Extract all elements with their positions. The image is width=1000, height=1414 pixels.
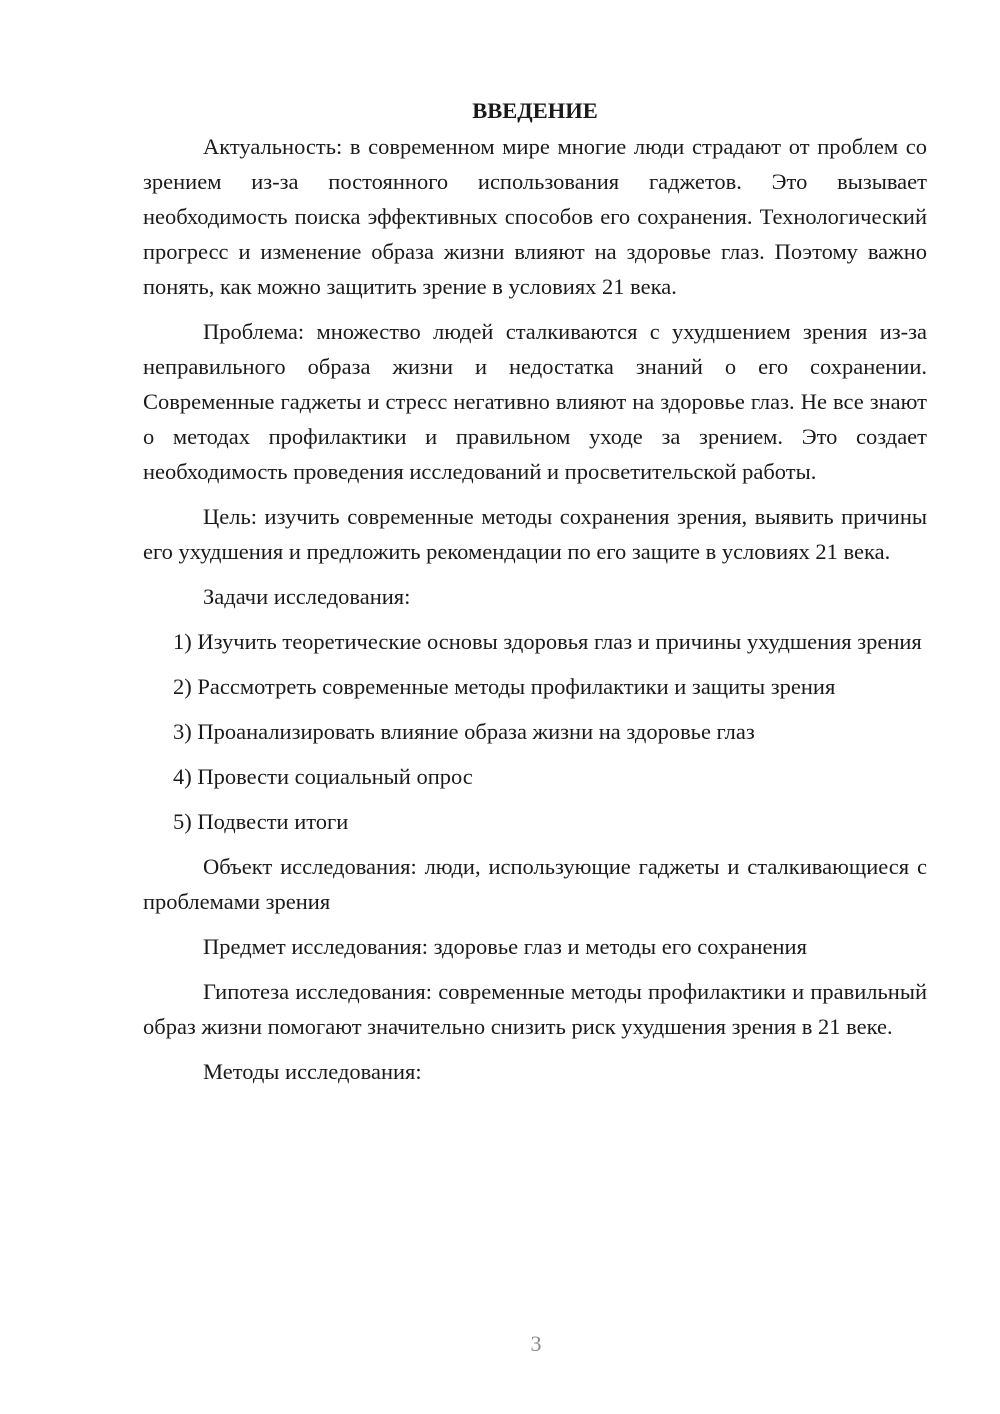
problem-paragraph: Проблема: множество людей сталкиваются с ухудшением зрения из-за неправильного образа жизни и недостатка знаний о его сохранении. Современные гаджеты и стресс негативно влияют на здоровье глаз. Не все знают о методах профилактики и правильном уходе за зрением. Это создает необходимость проведения исследований и просветительской работы. xyxy=(143,319,927,484)
section-title: ВВЕДЕНИЕ xyxy=(472,98,598,123)
subject-paragraph: Предмет исследования: здоровье глаз и методы его сохранения xyxy=(203,934,807,959)
task-item: 2) Рассмотреть современные методы профилактики и защиты зрения xyxy=(173,674,836,699)
task-item: 4) Провести социальный опрос xyxy=(173,764,473,789)
tasks-heading: Задачи исследования: xyxy=(203,584,411,609)
task-item: 5) Подвести итоги xyxy=(173,809,349,834)
page-number: 3 xyxy=(530,1331,542,1356)
object-paragraph: Объект исследования: люди, использующие гаджеты и сталкивающиеся с проблемами зрения xyxy=(143,854,927,914)
task-item: 3) Проанализировать влияние образа жизни на здоровье глаз xyxy=(173,719,755,744)
task-item: 1) Изучить теоретические основы здоровья глаз и причины ухудшения зрения xyxy=(173,629,922,654)
goal-paragraph: Цель: изучить современные методы сохранения зрения, выявить причины его ухудшения и предложить рекомендации по его защите в условиях 21 века. xyxy=(143,504,927,564)
document-body xyxy=(143,93,927,1099)
relevance-paragraph: Актуальность: в современном мире многие люди страдают от проблем со зрением из-за постоянного использования гаджетов. Это вызывает необходимость поиска эффективных способов его сохранения. Технологический прогресс и изменение образа жизни влияют на здоровье глаз. Поэтому важно понять, как можно защитить зрение в условиях 21 века. xyxy=(143,134,927,299)
hypothesis-paragraph: Гипотеза исследования: современные методы профилактики и правильный образ жизни помогают значительно снизить риск ухудшения зрения в 21 веке. xyxy=(143,979,927,1039)
methods-heading: Методы исследования: xyxy=(203,1059,422,1084)
